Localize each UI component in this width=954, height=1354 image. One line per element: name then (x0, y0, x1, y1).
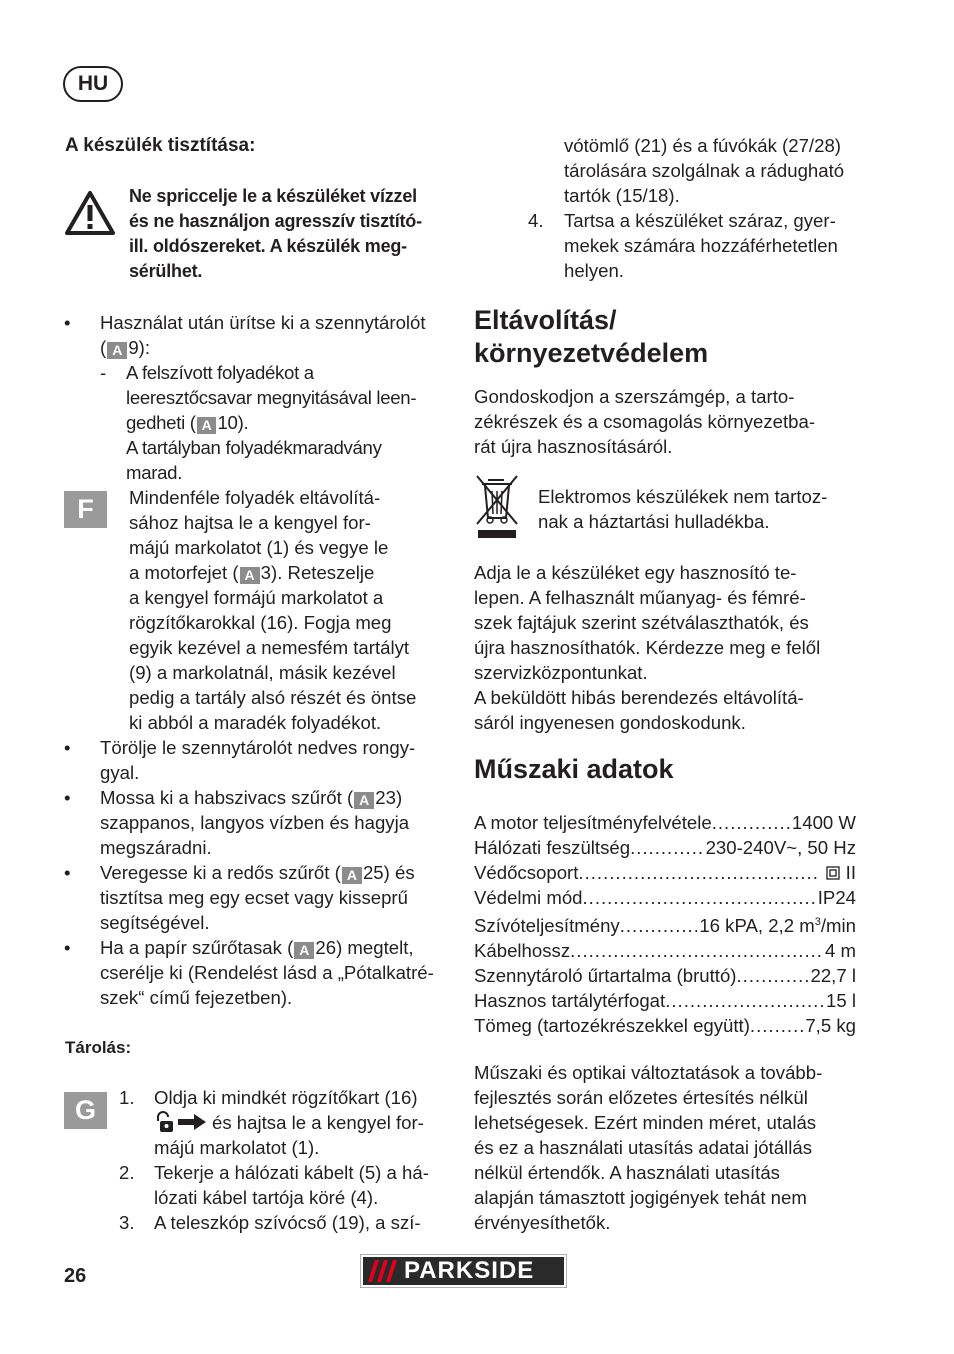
figure-ref-badge: A (342, 867, 362, 884)
section-label-g: G (64, 1092, 107, 1129)
language-badge: HU (63, 66, 123, 102)
text-line: Törölje le szennytárolót nedves rongy- (100, 737, 416, 758)
parkside-logo (360, 1254, 567, 1288)
spec-value: 22,7 l (810, 965, 856, 987)
text-line: lepen. A felhasznált műanyag- és fémré- (474, 587, 806, 608)
text-line: egyik kezével a nemesfém tartályt (129, 637, 410, 658)
specs-note (474, 1060, 822, 1235)
text: gedheti ( (126, 412, 196, 433)
bullet: • (64, 862, 71, 883)
spec-value: 15 l (826, 990, 856, 1012)
bullet-1-sub (126, 360, 416, 485)
text: 25) és (362, 862, 415, 883)
superscript: 3 (814, 916, 821, 928)
spec-value: II (845, 862, 856, 883)
step-number: 2. (119, 1162, 135, 1183)
text-line: gyal. (100, 762, 140, 783)
spec-row (474, 885, 856, 910)
bullet-5-text (100, 935, 434, 1010)
warning-line: sérülhet. (129, 261, 203, 281)
crossed-bin-icon (474, 474, 520, 540)
spec-row (474, 860, 856, 885)
unlock-icon (154, 1111, 208, 1133)
text-line: mekek számára hozzáférhetetlen (564, 235, 838, 256)
spec-label: Hálózati feszültség (474, 837, 631, 858)
text: és hajtsa le a kengyel for- (212, 1112, 424, 1133)
text-line: tisztítsa meg egy ecset vagy kisseprű (100, 887, 408, 908)
spec-value: 4 m (825, 940, 856, 962)
text-line: alapján támasztott jogigények tehát nem (474, 1187, 807, 1208)
text: 26) megtelt, (315, 937, 414, 958)
bullet-3-text (100, 785, 409, 860)
disposal-paragraph-2 (474, 560, 820, 735)
text-line: Mindenféle folyadék eltávolítá- (129, 487, 381, 508)
text: 10). (217, 412, 249, 433)
warning-line: és ne használjon agresszív tisztító- (129, 211, 422, 231)
text-line: Elektromos készülékek nem tartoz- (538, 486, 828, 507)
spec-value: 1400 W (791, 812, 856, 833)
storage-step-1 (154, 1085, 424, 1160)
text-line: (9) a markolatnál, másik kezével (129, 662, 396, 683)
specs-heading: Műszaki adatok (474, 754, 674, 784)
text-line: megszáradni. (100, 837, 212, 858)
text-line: sához hajtsa le a kengyel for- (129, 512, 371, 533)
spec-row (474, 810, 856, 835)
spec-value: 7,5 kg (805, 1015, 856, 1037)
spec-label: Tömeg (tartozékrészekkel együtt) (474, 1015, 750, 1037)
text-line: fejlesztés során előzetes értesítés nélkül (474, 1087, 808, 1108)
text-line: Tekerje a hálózati kábelt (5) a há- (154, 1162, 429, 1183)
text-line: A tartályban folyadékmaradvány (126, 437, 382, 458)
text: Ha a papír szűrőtasak ( (100, 937, 294, 958)
bullet: • (64, 312, 71, 333)
spec-label: Védelmi mód (474, 887, 583, 908)
text-line: A beküldött hibás berendezés eltávolítá- (474, 687, 804, 708)
spec-row (474, 910, 856, 938)
text-line: lehetségesek. Ezért minden méret, utalás (474, 1112, 817, 1133)
spec-row (474, 938, 856, 963)
dash: - (100, 362, 107, 383)
brand-wordmark: PARKSIDE (404, 1257, 535, 1284)
text-line: Műszaki és optikai változtatások a tovább- (474, 1062, 823, 1083)
storage-step-3-start: A teleszkóp szívócső (19), a szí- (154, 1212, 421, 1233)
figure-ref-badge: A (107, 342, 127, 359)
step-number: 1. (119, 1087, 135, 1108)
text: Mossa ki a habszivacs szűrőt ( (100, 787, 354, 808)
spec-row (474, 988, 856, 1013)
text-line: zékrészek és a csomagolás környezetba- (474, 411, 816, 432)
specs-table (474, 810, 856, 1038)
figure-ref-badge: A (240, 567, 260, 584)
spec-row (474, 1013, 856, 1038)
page-number: 26 (64, 1265, 87, 1287)
spec-row (474, 963, 856, 988)
bullet-1-text (100, 310, 426, 360)
text: 23) (375, 787, 403, 808)
text-line: szervizközpontunkat. (474, 662, 648, 683)
figure-ref-badge: A (197, 417, 217, 434)
storage-heading: Tárolás: (65, 1038, 132, 1057)
text-line: tartók (15/18). (564, 185, 680, 206)
figure-ref-badge: A (294, 942, 314, 959)
text: Veregesse ki a redős szűrőt ( (100, 862, 341, 883)
bullet-2-text (100, 735, 415, 785)
f-block-text (129, 485, 416, 735)
text-line: A felszívott folyadékot a (126, 362, 314, 383)
text-line: tárolására szolgálnak a rádugható (564, 160, 845, 181)
figure-ref-badge: A (354, 792, 374, 809)
text-line: ki abból a maradék folyadékot. (129, 712, 382, 733)
bullet: • (64, 737, 71, 758)
disposal-heading (474, 304, 708, 370)
text-line: pedig a tartály alsó részét és öntse (129, 687, 417, 708)
spec-value-unit: /min (820, 915, 856, 937)
storage-step-2 (154, 1160, 429, 1210)
heading-line: Eltávolítás/ (474, 305, 617, 335)
text-line: lózati kábel tartója köré (4). (154, 1187, 379, 1208)
text-line: májú markolatot (1) és vegye le (129, 537, 389, 558)
text-line: és ez a használati utasítás adatai jótállás (474, 1137, 812, 1158)
text-line: vótömlő (21) és a fúvókák (27/28) (564, 135, 841, 156)
weee-text (538, 484, 827, 534)
spec-row (474, 835, 856, 860)
warning-line: Ne spriccelje le a készüléket vízzel (129, 186, 417, 206)
warning-line: ill. oldószereket. A készülék meg- (129, 236, 407, 256)
text-line: rögzítőkarokkal (16). Fogja meg (129, 612, 392, 633)
text-line: marad. (126, 462, 183, 483)
section-label-f: F (64, 491, 107, 528)
bullet: • (64, 787, 71, 808)
text-line: szappanos, langyos vízben és hagyja (100, 812, 410, 833)
spec-value: IP24 (817, 887, 856, 908)
text: 3). Reteszelje (260, 562, 375, 583)
spec-value: 16 kPA, 2,2 m (699, 915, 815, 937)
text: 9): (128, 337, 151, 358)
text-line: nélkül értendők. A használati utasítás (474, 1162, 780, 1183)
storage-step-4 (564, 208, 838, 283)
text-line: cserélje ki (Rendelést lásd a „Pótalkatré- (100, 962, 434, 983)
text-line: májú markolatot (1). (154, 1137, 320, 1158)
text-line: helyen. (564, 260, 624, 281)
text-line: szek“ című fejezetben). (100, 987, 293, 1008)
protection-class-icon (826, 866, 840, 880)
text-line: szek fajtájuk szerint szétválaszthatók, és (474, 612, 809, 633)
text-line: sáról ingyenesen gondoskodunk. (474, 712, 746, 733)
spec-label: Hasznos tartálytérfogat (474, 990, 666, 1012)
spec-label: A motor teljesítményfelvétele (474, 812, 712, 833)
warning-icon (64, 190, 116, 236)
spec-label: Szennytároló űrtartalma (bruttó) (474, 965, 737, 987)
text: a motorfejet ( (129, 562, 239, 583)
text-line: Adja le a készüléket egy hasznosító te- (474, 562, 797, 583)
spec-label: Szívóteljesítmény (474, 915, 620, 937)
text-line: Tartsa a készüléket száraz, gyer- (564, 210, 836, 231)
text-line: nak a háztartási hulladékba. (538, 511, 770, 532)
step-number: 4. (528, 210, 544, 231)
spec-label: Kábelhossz (474, 940, 571, 962)
text-line: érvényesíthetők. (474, 1212, 611, 1233)
cleaning-warning (129, 184, 422, 284)
text-line: segítségével. (100, 912, 210, 933)
bullet: • (64, 937, 71, 958)
disposal-paragraph-1 (474, 384, 815, 459)
bullet-4-text (100, 860, 415, 935)
spec-value: 230-240V~, 50 Hz (705, 837, 856, 858)
heading-line: környezetvédelem (474, 338, 709, 368)
text-line: újra hasznosíthatók. Kérdezze meg e felől (474, 637, 821, 658)
spec-label: Védőcsoport (474, 862, 579, 883)
text-line: a kengyel formájú markolatot a (129, 587, 384, 608)
text-line: Gondoskodjon a szerszámgép, a tarto- (474, 386, 795, 407)
storage-step-3-cont (564, 133, 844, 208)
cleaning-heading: A készülék tisztítása: (65, 135, 256, 156)
text-line: Használat után ürítse ki a szennytárolót (100, 312, 426, 333)
text: ( (100, 337, 107, 358)
text-line: leeresztőcsavar megnyitásával leen- (126, 387, 417, 408)
step-number: 3. (119, 1212, 135, 1233)
text-line: rát újra hasznosításáról. (474, 436, 673, 457)
text-line: Oldja ki mindkét rögzítőkart (16) (154, 1087, 418, 1108)
